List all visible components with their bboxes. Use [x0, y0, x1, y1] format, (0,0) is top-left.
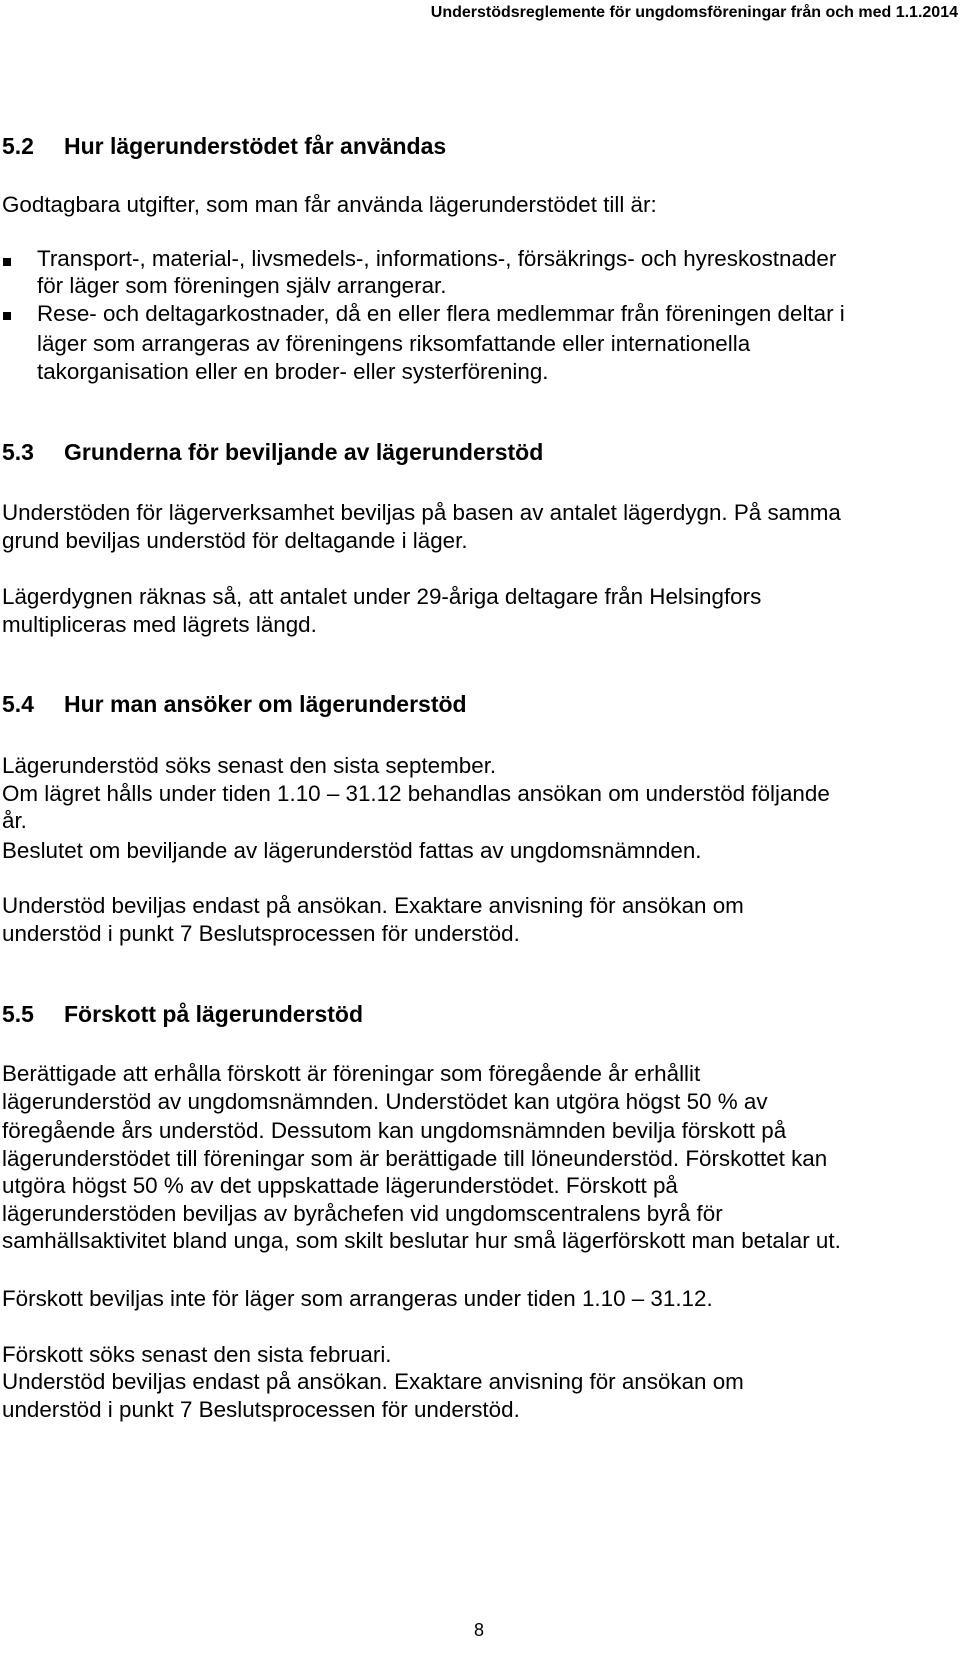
section-heading-5-2: [2, 133, 446, 160]
paragraph-line: grund beviljas understöd för deltagande i läger.: [2, 528, 468, 553]
paragraph-line: lägerunderstöden beviljas av byråchefen vid ungdomscentralens byrå för: [2, 1201, 723, 1226]
paragraph-line: utgöra högst 50 % av det uppskattade lägerunderstödet. Förskott på: [2, 1173, 678, 1198]
document-header: Understödsreglemente för ungdomsföreningar från och med 1.1.2014: [430, 4, 958, 21]
paragraph-line: lägerunderstödet till föreningar som är berättigade till löneunderstöd. Förskottet kan: [2, 1146, 828, 1171]
page-number: 8: [473, 1620, 484, 1640]
paragraph-line: Om lägret hålls under tiden 1.10 – 31.12 behandlas ansökan om understöd följande: [2, 781, 830, 806]
bullet-text-line: Transport-, material-, livsmedels-, informations-, försäkrings- och hyreskostnader: [37, 246, 837, 271]
bullet-text-line: läger som arrangeras av föreningens riksomfattande eller internationella: [37, 331, 751, 356]
section-number: 5.2: [2, 133, 34, 159]
paragraph-line: Berättigade att erhålla förskott är föreningar som föregående år erhållit: [2, 1061, 701, 1086]
paragraph-line: understöd i punkt 7 Beslutsprocessen för understöd.: [2, 921, 520, 946]
section-heading-5-5: [2, 1001, 363, 1028]
section-number: 5.5: [2, 1001, 34, 1027]
paragraph-line: multipliceras med lägrets längd.: [2, 612, 317, 637]
section-heading-5-4: [2, 691, 467, 718]
bullet-text-line: Rese- och deltagarkostnader, då en eller flera medlemmar från föreningen deltar i: [37, 301, 845, 326]
section-number: 5.3: [2, 439, 34, 465]
section-title: Hur man ansöker om lägerunderstöd: [64, 691, 467, 717]
paragraph-line: Förskott beviljas inte för läger som arrangeras under tiden 1.10 – 31.12.: [2, 1286, 713, 1311]
paragraph-line: Lägerunderstöd söks senast den sista september.: [2, 753, 497, 778]
section-title: Förskott på lägerunderstöd: [64, 1001, 364, 1027]
bullet-marker: [3, 312, 11, 320]
section-number: 5.4: [2, 691, 34, 717]
paragraph-line: år.: [2, 808, 27, 833]
paragraph-line: Understöd beviljas endast på ansökan. Exaktare anvisning för ansökan om: [2, 1369, 744, 1394]
paragraph-line: föregående års understöd. Dessutom kan ungdomsnämnden bevilja förskott på: [2, 1118, 787, 1143]
section-title: Hur lägerunderstödet får användas: [64, 133, 447, 159]
paragraph-line: Beslutet om beviljande av lägerunderstöd fattas av ungdomsnämnden.: [2, 838, 702, 863]
paragraph-line: samhällsaktivitet bland unga, som skilt beslutar hur små lägerförskott man betalar ut.: [2, 1228, 841, 1253]
paragraph-line: Förskott söks senast den sista februari.: [2, 1342, 392, 1367]
section-heading-5-3: [2, 439, 543, 466]
paragraph-line: Understöd beviljas endast på ansökan. Exaktare anvisning för ansökan om: [2, 893, 744, 918]
paragraph-line: understöd i punkt 7 Beslutsprocessen för understöd.: [2, 1397, 520, 1422]
section-title: Grunderna för beviljande av lägerunderstöd: [64, 439, 544, 465]
paragraph-line: Lägerdygnen räknas så, att antalet under 29-åriga deltagare från Helsingfors: [2, 584, 762, 609]
paragraph-line: Understöden för lägerverksamhet beviljas på basen av antalet lägerdygn. På samma: [2, 500, 841, 525]
bullet-text-line: takorganisation eller en broder- eller systerförening.: [37, 359, 549, 384]
paragraph-line: lägerunderstöd av ungdomsnämnden. Understödet kan utgöra högst 50 % av: [2, 1089, 768, 1114]
bullet-text-line: för läger som föreningen själv arrangerar.: [37, 273, 447, 298]
bullet-marker: [3, 258, 11, 266]
section-intro: Godtagbara utgifter, som man får använda lägerunderstödet till är:: [2, 192, 657, 217]
